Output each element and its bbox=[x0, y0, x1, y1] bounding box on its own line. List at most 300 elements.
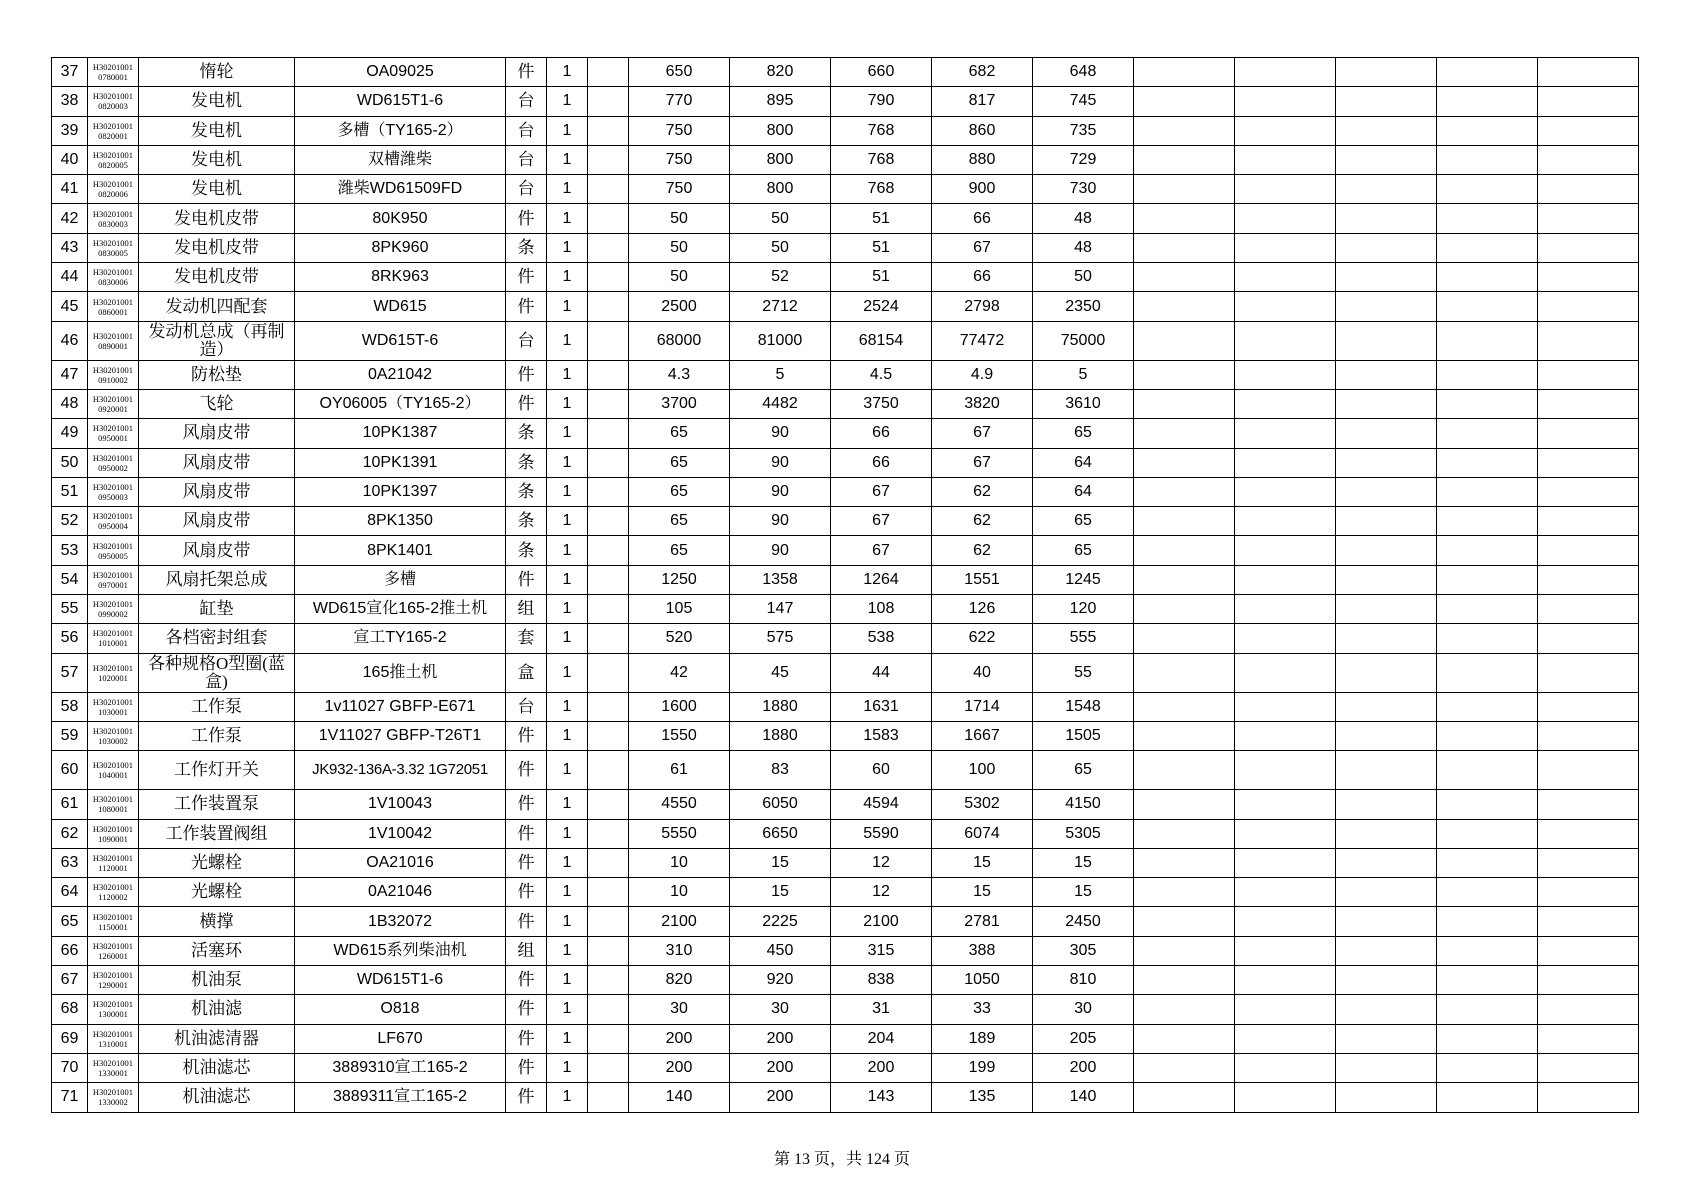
empty-cell bbox=[1336, 751, 1437, 790]
row-number: 57 bbox=[52, 653, 88, 692]
material-code: H30201001 1120001 bbox=[88, 848, 139, 877]
item-unit: 件 bbox=[506, 360, 547, 389]
item-spec: WD615宣化165-2推土机 bbox=[295, 595, 506, 624]
empty-cell bbox=[1336, 1053, 1437, 1082]
empty-cell bbox=[588, 321, 629, 360]
price-3: 51 bbox=[831, 233, 932, 262]
empty-cell bbox=[1134, 507, 1235, 536]
price-5: 2350 bbox=[1033, 292, 1134, 321]
price-4: 66 bbox=[932, 204, 1033, 233]
empty-cell bbox=[1336, 507, 1437, 536]
empty-cell bbox=[1134, 204, 1235, 233]
material-code: H30201001 1290001 bbox=[88, 966, 139, 995]
empty-cell bbox=[1235, 966, 1336, 995]
material-code: H30201001 1120002 bbox=[88, 878, 139, 907]
empty-cell bbox=[1235, 1024, 1336, 1053]
price-5: 65 bbox=[1033, 751, 1134, 790]
empty-cell bbox=[1336, 692, 1437, 721]
price-2: 800 bbox=[730, 175, 831, 204]
price-5: 2450 bbox=[1033, 907, 1134, 936]
item-quantity: 1 bbox=[547, 204, 588, 233]
item-unit: 件 bbox=[506, 878, 547, 907]
empty-cell bbox=[588, 966, 629, 995]
price-3: 3750 bbox=[831, 389, 932, 418]
price-1: 1550 bbox=[629, 721, 730, 750]
item-spec: 多槽（TY165-2） bbox=[295, 116, 506, 145]
price-5: 65 bbox=[1033, 536, 1134, 565]
price-3: 31 bbox=[831, 995, 932, 1024]
price-4: 860 bbox=[932, 116, 1033, 145]
table-row bbox=[52, 477, 1639, 506]
price-1: 750 bbox=[629, 175, 730, 204]
price-1: 770 bbox=[629, 87, 730, 116]
material-code: H30201001 1010001 bbox=[88, 624, 139, 653]
empty-cell bbox=[1336, 145, 1437, 174]
item-quantity: 1 bbox=[547, 116, 588, 145]
price-2: 1880 bbox=[730, 721, 831, 750]
price-3: 1264 bbox=[831, 565, 932, 594]
price-1: 10 bbox=[629, 878, 730, 907]
empty-cell bbox=[1235, 790, 1336, 819]
row-number: 63 bbox=[52, 848, 88, 877]
price-3: 2524 bbox=[831, 292, 932, 321]
price-5: 120 bbox=[1033, 595, 1134, 624]
item-name: 机油滤芯 bbox=[139, 1083, 295, 1112]
price-2: 800 bbox=[730, 145, 831, 174]
empty-cell bbox=[1538, 653, 1639, 692]
item-spec: WD615T1-6 bbox=[295, 87, 506, 116]
empty-cell bbox=[1336, 419, 1437, 448]
item-name: 风扇皮带 bbox=[139, 536, 295, 565]
item-spec: WD615系列柴油机 bbox=[295, 936, 506, 965]
empty-cell bbox=[1437, 116, 1538, 145]
empty-cell bbox=[588, 936, 629, 965]
price-4: 3820 bbox=[932, 389, 1033, 418]
price-2: 147 bbox=[730, 595, 831, 624]
material-code: H30201001 1030002 bbox=[88, 721, 139, 750]
price-4: 817 bbox=[932, 87, 1033, 116]
item-quantity: 1 bbox=[547, 936, 588, 965]
price-3: 60 bbox=[831, 751, 932, 790]
table-row bbox=[52, 389, 1639, 418]
price-3: 200 bbox=[831, 1053, 932, 1082]
item-spec: 3889310宣工165-2 bbox=[295, 1053, 506, 1082]
empty-cell bbox=[588, 907, 629, 936]
empty-cell bbox=[1134, 263, 1235, 292]
item-unit: 台 bbox=[506, 116, 547, 145]
empty-cell bbox=[1437, 536, 1538, 565]
row-number: 67 bbox=[52, 966, 88, 995]
material-code: H30201001 0830003 bbox=[88, 204, 139, 233]
item-spec: 10PK1391 bbox=[295, 448, 506, 477]
empty-cell bbox=[1134, 995, 1235, 1024]
empty-cell bbox=[1336, 790, 1437, 819]
row-number: 45 bbox=[52, 292, 88, 321]
empty-cell bbox=[1538, 477, 1639, 506]
empty-cell bbox=[588, 116, 629, 145]
price-5: 55 bbox=[1033, 653, 1134, 692]
price-5: 1505 bbox=[1033, 721, 1134, 750]
price-4: 100 bbox=[932, 751, 1033, 790]
row-number: 53 bbox=[52, 536, 88, 565]
item-spec: 潍柴WD61509FD bbox=[295, 175, 506, 204]
row-number: 46 bbox=[52, 321, 88, 360]
item-spec: WD615 bbox=[295, 292, 506, 321]
item-quantity: 1 bbox=[547, 848, 588, 877]
empty-cell bbox=[1336, 321, 1437, 360]
empty-cell bbox=[588, 995, 629, 1024]
empty-cell bbox=[1134, 389, 1235, 418]
row-number: 41 bbox=[52, 175, 88, 204]
table-row bbox=[52, 233, 1639, 262]
empty-cell bbox=[1437, 389, 1538, 418]
row-number: 44 bbox=[52, 263, 88, 292]
item-spec: 1V10042 bbox=[295, 819, 506, 848]
empty-cell bbox=[1134, 790, 1235, 819]
item-quantity: 1 bbox=[547, 175, 588, 204]
empty-cell bbox=[1538, 448, 1639, 477]
table-row bbox=[52, 175, 1639, 204]
item-unit: 件 bbox=[506, 790, 547, 819]
empty-cell bbox=[588, 419, 629, 448]
empty-cell bbox=[1336, 878, 1437, 907]
price-5: 200 bbox=[1033, 1053, 1134, 1082]
item-quantity: 1 bbox=[547, 389, 588, 418]
empty-cell bbox=[1538, 1024, 1639, 1053]
empty-cell bbox=[1437, 790, 1538, 819]
empty-cell bbox=[1538, 1083, 1639, 1112]
item-spec: OY06005（TY165-2） bbox=[295, 389, 506, 418]
empty-cell bbox=[1437, 1083, 1538, 1112]
material-code: H30201001 0860001 bbox=[88, 292, 139, 321]
empty-cell bbox=[1437, 624, 1538, 653]
price-5: 65 bbox=[1033, 419, 1134, 448]
empty-cell bbox=[1437, 233, 1538, 262]
price-5: 205 bbox=[1033, 1024, 1134, 1053]
table-row bbox=[52, 1053, 1639, 1082]
empty-cell bbox=[1134, 145, 1235, 174]
row-number: 66 bbox=[52, 936, 88, 965]
item-name: 风扇托架总成 bbox=[139, 565, 295, 594]
price-5: 140 bbox=[1033, 1083, 1134, 1112]
price-4: 126 bbox=[932, 595, 1033, 624]
empty-cell bbox=[1538, 175, 1639, 204]
table-row bbox=[52, 848, 1639, 877]
price-2: 6050 bbox=[730, 790, 831, 819]
price-1: 61 bbox=[629, 751, 730, 790]
empty-cell bbox=[1134, 819, 1235, 848]
material-code: H30201001 1090001 bbox=[88, 819, 139, 848]
price-5: 810 bbox=[1033, 966, 1134, 995]
price-5: 75000 bbox=[1033, 321, 1134, 360]
table-row bbox=[52, 321, 1639, 360]
item-quantity: 1 bbox=[547, 87, 588, 116]
table-row bbox=[52, 507, 1639, 536]
empty-cell bbox=[1134, 233, 1235, 262]
material-code: H30201001 1030001 bbox=[88, 692, 139, 721]
price-4: 67 bbox=[932, 419, 1033, 448]
empty-cell bbox=[1437, 653, 1538, 692]
item-spec: 1v11027 GBFP-E671 bbox=[295, 692, 506, 721]
material-code: H30201001 1150001 bbox=[88, 907, 139, 936]
empty-cell bbox=[1336, 966, 1437, 995]
row-number: 71 bbox=[52, 1083, 88, 1112]
empty-cell bbox=[1336, 58, 1437, 87]
table-row bbox=[52, 58, 1639, 87]
table-row bbox=[52, 995, 1639, 1024]
row-number: 70 bbox=[52, 1053, 88, 1082]
item-name: 机油滤 bbox=[139, 995, 295, 1024]
table-row bbox=[52, 624, 1639, 653]
material-code: H30201001 0820001 bbox=[88, 116, 139, 145]
empty-cell bbox=[1235, 536, 1336, 565]
empty-cell bbox=[1538, 419, 1639, 448]
item-name: 横撑 bbox=[139, 907, 295, 936]
empty-cell bbox=[1235, 321, 1336, 360]
empty-cell bbox=[1437, 565, 1538, 594]
item-name: 发电机皮带 bbox=[139, 263, 295, 292]
item-name: 光螺栓 bbox=[139, 878, 295, 907]
item-unit: 条 bbox=[506, 477, 547, 506]
price-3: 660 bbox=[831, 58, 932, 87]
price-4: 5302 bbox=[932, 790, 1033, 819]
empty-cell bbox=[1134, 116, 1235, 145]
price-5: 3610 bbox=[1033, 389, 1134, 418]
price-1: 65 bbox=[629, 507, 730, 536]
price-3: 768 bbox=[831, 145, 932, 174]
empty-cell bbox=[588, 389, 629, 418]
item-spec: 8PK960 bbox=[295, 233, 506, 262]
table-row bbox=[52, 653, 1639, 692]
item-spec: JK932-136A-3.32 1G72051 bbox=[295, 751, 506, 790]
item-quantity: 1 bbox=[547, 819, 588, 848]
price-4: 4.9 bbox=[932, 360, 1033, 389]
price-5: 48 bbox=[1033, 233, 1134, 262]
item-name: 工作灯开关 bbox=[139, 751, 295, 790]
empty-cell bbox=[1437, 595, 1538, 624]
item-quantity: 1 bbox=[547, 1053, 588, 1082]
item-quantity: 1 bbox=[547, 448, 588, 477]
item-spec: 0A21046 bbox=[295, 878, 506, 907]
table-row bbox=[52, 419, 1639, 448]
item-spec: 8PK1350 bbox=[295, 507, 506, 536]
empty-cell bbox=[1336, 448, 1437, 477]
empty-cell bbox=[1538, 907, 1639, 936]
item-spec: OA21016 bbox=[295, 848, 506, 877]
row-number: 50 bbox=[52, 448, 88, 477]
price-3: 108 bbox=[831, 595, 932, 624]
row-number: 65 bbox=[52, 907, 88, 936]
price-3: 143 bbox=[831, 1083, 932, 1112]
price-5: 50 bbox=[1033, 263, 1134, 292]
material-code: H30201001 1330002 bbox=[88, 1083, 139, 1112]
empty-cell bbox=[1134, 536, 1235, 565]
price-5: 15 bbox=[1033, 878, 1134, 907]
empty-cell bbox=[1538, 145, 1639, 174]
empty-cell bbox=[1235, 448, 1336, 477]
empty-cell bbox=[1235, 653, 1336, 692]
empty-cell bbox=[1336, 175, 1437, 204]
empty-cell bbox=[1235, 595, 1336, 624]
empty-cell bbox=[1134, 907, 1235, 936]
empty-cell bbox=[1235, 419, 1336, 448]
item-name: 风扇皮带 bbox=[139, 507, 295, 536]
item-name: 工作泵 bbox=[139, 692, 295, 721]
empty-cell bbox=[1437, 87, 1538, 116]
empty-cell bbox=[1134, 419, 1235, 448]
price-4: 67 bbox=[932, 233, 1033, 262]
empty-cell bbox=[1235, 145, 1336, 174]
price-5: 1245 bbox=[1033, 565, 1134, 594]
empty-cell bbox=[1437, 360, 1538, 389]
row-number: 40 bbox=[52, 145, 88, 174]
empty-cell bbox=[1235, 751, 1336, 790]
item-unit: 件 bbox=[506, 292, 547, 321]
item-spec: 1V11027 GBFP-T26T1 bbox=[295, 721, 506, 750]
item-unit: 盒 bbox=[506, 653, 547, 692]
price-2: 90 bbox=[730, 419, 831, 448]
empty-cell bbox=[1336, 233, 1437, 262]
price-3: 67 bbox=[831, 477, 932, 506]
item-name: 缸垫 bbox=[139, 595, 295, 624]
empty-cell bbox=[1538, 624, 1639, 653]
price-2: 920 bbox=[730, 966, 831, 995]
empty-cell bbox=[1134, 87, 1235, 116]
price-2: 575 bbox=[730, 624, 831, 653]
table-row bbox=[52, 1083, 1639, 1112]
row-number: 68 bbox=[52, 995, 88, 1024]
item-quantity: 1 bbox=[547, 653, 588, 692]
price-2: 6650 bbox=[730, 819, 831, 848]
price-4: 77472 bbox=[932, 321, 1033, 360]
item-name: 发电机 bbox=[139, 145, 295, 174]
price-3: 1583 bbox=[831, 721, 932, 750]
price-5: 65 bbox=[1033, 507, 1134, 536]
empty-cell bbox=[1134, 477, 1235, 506]
item-unit: 台 bbox=[506, 692, 547, 721]
price-1: 50 bbox=[629, 204, 730, 233]
price-3: 768 bbox=[831, 175, 932, 204]
item-quantity: 1 bbox=[547, 751, 588, 790]
price-2: 200 bbox=[730, 1083, 831, 1112]
item-name: 发电机 bbox=[139, 116, 295, 145]
item-unit: 件 bbox=[506, 58, 547, 87]
price-1: 2500 bbox=[629, 292, 730, 321]
row-number: 56 bbox=[52, 624, 88, 653]
price-3: 12 bbox=[831, 848, 932, 877]
row-number: 54 bbox=[52, 565, 88, 594]
price-2: 30 bbox=[730, 995, 831, 1024]
empty-cell bbox=[1235, 624, 1336, 653]
price-1: 140 bbox=[629, 1083, 730, 1112]
empty-cell bbox=[1336, 595, 1437, 624]
price-4: 135 bbox=[932, 1083, 1033, 1112]
price-1: 310 bbox=[629, 936, 730, 965]
empty-cell bbox=[1235, 116, 1336, 145]
empty-cell bbox=[1235, 995, 1336, 1024]
price-5: 555 bbox=[1033, 624, 1134, 653]
price-3: 66 bbox=[831, 419, 932, 448]
empty-cell bbox=[1336, 995, 1437, 1024]
empty-cell bbox=[1336, 848, 1437, 877]
empty-cell bbox=[1134, 58, 1235, 87]
item-unit: 件 bbox=[506, 819, 547, 848]
table-row bbox=[52, 565, 1639, 594]
price-1: 65 bbox=[629, 419, 730, 448]
price-1: 68000 bbox=[629, 321, 730, 360]
price-4: 1050 bbox=[932, 966, 1033, 995]
material-code: H30201001 0950002 bbox=[88, 448, 139, 477]
material-code: H30201001 0990002 bbox=[88, 595, 139, 624]
empty-cell bbox=[1437, 848, 1538, 877]
empty-cell bbox=[588, 204, 629, 233]
price-4: 2781 bbox=[932, 907, 1033, 936]
empty-cell bbox=[1538, 292, 1639, 321]
price-3: 5590 bbox=[831, 819, 932, 848]
price-1: 3700 bbox=[629, 389, 730, 418]
table-row bbox=[52, 878, 1639, 907]
price-1: 1250 bbox=[629, 565, 730, 594]
price-2: 52 bbox=[730, 263, 831, 292]
price-4: 62 bbox=[932, 477, 1033, 506]
price-2: 2712 bbox=[730, 292, 831, 321]
empty-cell bbox=[1336, 936, 1437, 965]
item-unit: 件 bbox=[506, 848, 547, 877]
item-name: 各档密封组套 bbox=[139, 624, 295, 653]
item-unit: 条 bbox=[506, 536, 547, 565]
price-2: 15 bbox=[730, 848, 831, 877]
price-5: 48 bbox=[1033, 204, 1134, 233]
item-name: 发动机总成（再制造） bbox=[139, 321, 295, 360]
price-2: 4482 bbox=[730, 389, 831, 418]
empty-cell bbox=[1134, 751, 1235, 790]
item-unit: 台 bbox=[506, 145, 547, 174]
price-5: 735 bbox=[1033, 116, 1134, 145]
price-2: 90 bbox=[730, 507, 831, 536]
row-number: 48 bbox=[52, 389, 88, 418]
price-3: 315 bbox=[831, 936, 932, 965]
price-2: 200 bbox=[730, 1024, 831, 1053]
item-name: 风扇皮带 bbox=[139, 448, 295, 477]
empty-cell bbox=[1336, 819, 1437, 848]
empty-cell bbox=[1134, 1024, 1235, 1053]
table-row bbox=[52, 819, 1639, 848]
item-name: 发电机皮带 bbox=[139, 204, 295, 233]
empty-cell bbox=[1336, 360, 1437, 389]
item-name: 机油滤芯 bbox=[139, 1053, 295, 1082]
price-1: 65 bbox=[629, 448, 730, 477]
empty-cell bbox=[1538, 233, 1639, 262]
item-name: 工作泵 bbox=[139, 721, 295, 750]
item-quantity: 1 bbox=[547, 692, 588, 721]
empty-cell bbox=[1437, 321, 1538, 360]
empty-cell bbox=[1336, 907, 1437, 936]
price-5: 305 bbox=[1033, 936, 1134, 965]
item-name: 惰轮 bbox=[139, 58, 295, 87]
price-4: 66 bbox=[932, 263, 1033, 292]
row-number: 55 bbox=[52, 595, 88, 624]
item-quantity: 1 bbox=[547, 321, 588, 360]
empty-cell bbox=[588, 507, 629, 536]
empty-cell bbox=[1336, 624, 1437, 653]
empty-cell bbox=[588, 692, 629, 721]
empty-cell bbox=[1336, 87, 1437, 116]
empty-cell bbox=[1437, 477, 1538, 506]
row-number: 69 bbox=[52, 1024, 88, 1053]
empty-cell bbox=[1134, 624, 1235, 653]
price-4: 15 bbox=[932, 878, 1033, 907]
item-name: 风扇皮带 bbox=[139, 477, 295, 506]
